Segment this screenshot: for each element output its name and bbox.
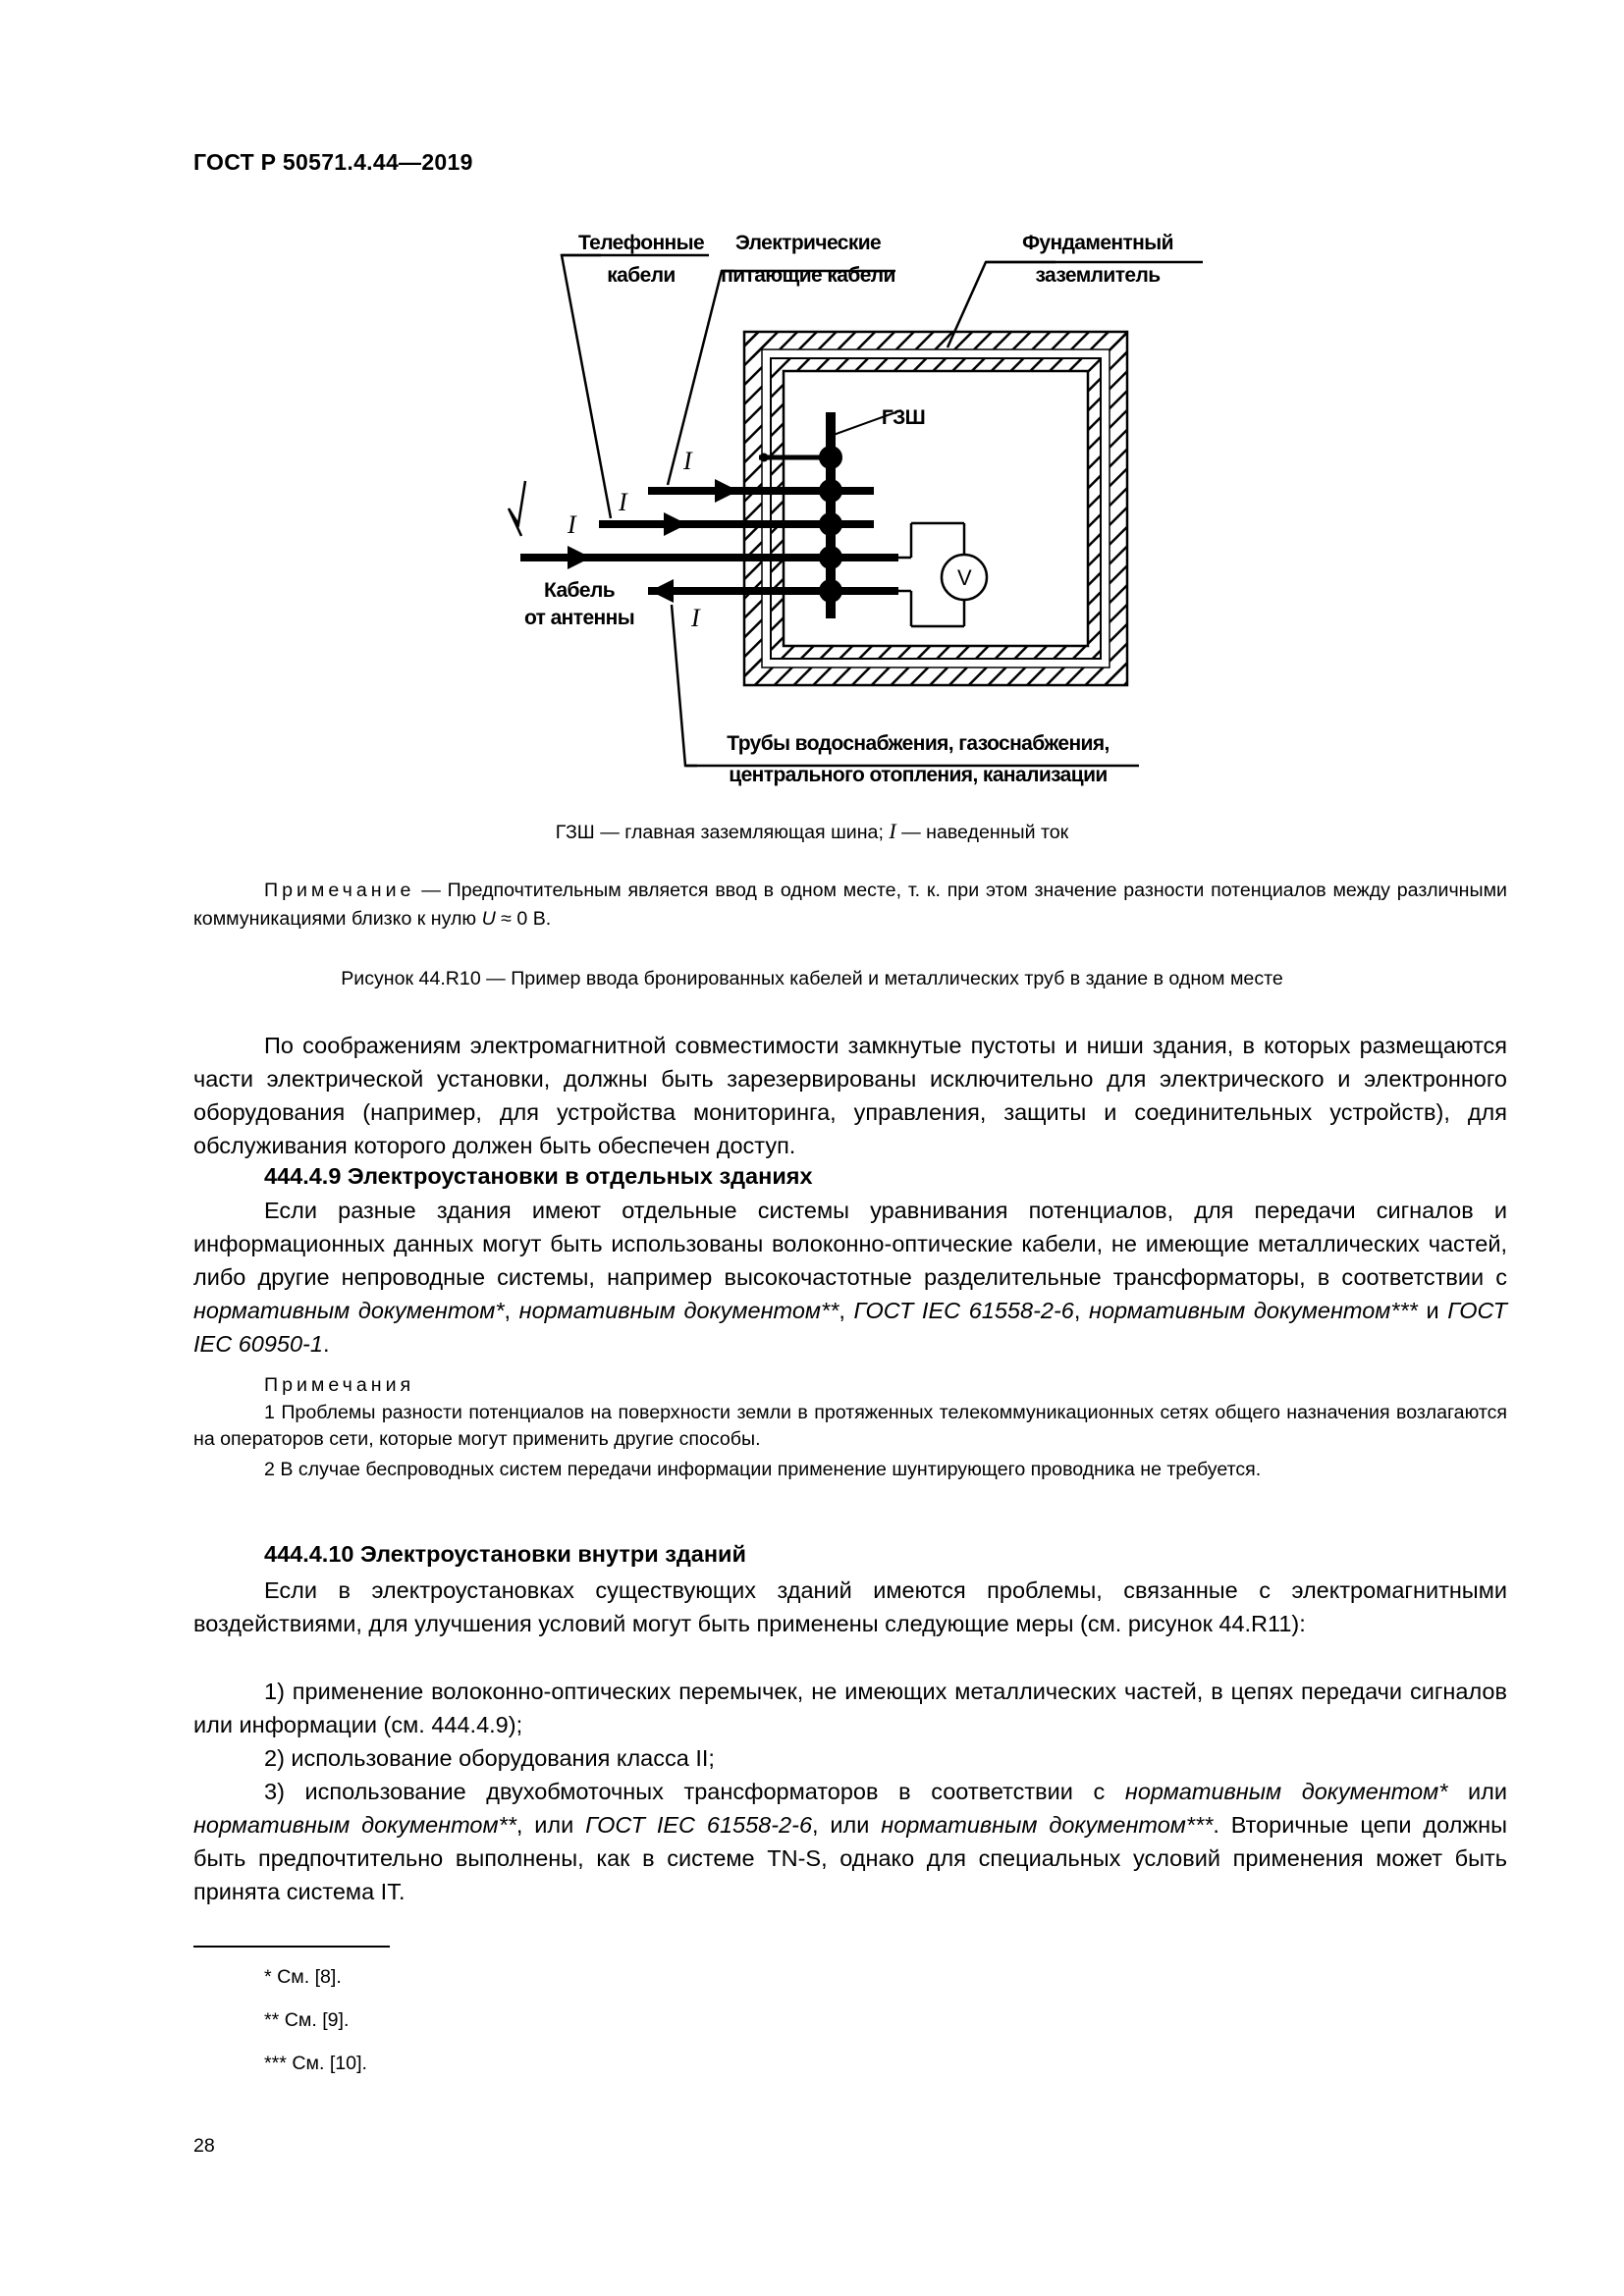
notes-label: Примечания [264, 1374, 415, 1396]
section-heading-444-4-10: 444.4.10 Электроустановки внутри зданий [264, 1541, 746, 1567]
figure-note: Примечание — Предпочтительным является ввод в одном месте, т. к. при этом значение разности потенциалов между различными коммуникациями близко к нулю U ≈ 0 В. [193, 880, 1507, 930]
note-1: 1 Проблемы разности потенциалов на поверхности земли в протяженных телекоммуникационных сетях общего назначения возлагаются на операторов сети, которые могут применить другие способы. [193, 1402, 1507, 1450]
lightning-icon [509, 481, 525, 536]
label-pipes-1: Трубы водоснабжения, газоснабжения, [727, 732, 1110, 755]
label-pipes-2: центрального отопления, канализации [729, 764, 1108, 786]
current-label-1: I [683, 447, 692, 475]
label-gzsh: ГЗШ [881, 406, 926, 429]
document-header: ГОСТ Р 50571.4.44—2019 [193, 149, 473, 175]
label-foundation-1: Фундаментный [1022, 232, 1173, 254]
list-item-1: 1) применение волоконно-оптических перемычек, не имеющих металлических частей, в цепях передачи сигналов или информации (см. 444.4.9); [193, 1679, 1507, 1737]
note-2: 2 В случае беспроводных систем передачи информации применение шунтирующего проводника не требуется. [264, 1459, 1262, 1480]
paragraph-emc: По соображениям электромагнитной совместимости замкнутые пустоты и ниши здания, в которых размещаются части электрической установки, должны быть зарезервированы исключительно для электрического и электронного оборудования (например, для устройства мониторинга, управления, защиты и соединительных устройств), для обслуживания которого должен быть обеспечен доступ. [193, 1033, 1507, 1158]
page-number: 28 [193, 2135, 215, 2157]
figure-legend: ГЗШ — главная заземляющая шина; I — наведенный ток [555, 819, 1069, 843]
current-label-4: I [691, 604, 700, 632]
section-heading-444-4-9: 444.4.9 Электроустановки в отдельных зданиях [264, 1163, 813, 1189]
voltmeter-label: V [956, 565, 972, 590]
label-telephone-2: кабели [607, 264, 676, 287]
label-foundation-2: заземлитель [1035, 264, 1161, 287]
foundation-wall [744, 332, 1127, 685]
footnote-2: ** См. [9]. [264, 2009, 350, 2031]
list-item-2: 2) использование оборудования класса II; [264, 1745, 715, 1771]
label-power-2: питающие кабели [721, 264, 895, 287]
label-power-1: Электрические [734, 232, 882, 254]
current-label-2: I [568, 510, 576, 539]
figure-caption: Рисунок 44.R10 — Пример ввода бронированных кабелей и металлических труб в здание в одном месте [341, 968, 1283, 989]
footnote-rule [193, 1946, 390, 1948]
section-444-4-10-intro: Если в электроустановках существующих зданий имеются проблемы, связанные с электромагнитными воздействиями, для улучшения условий могут быть применены следующие меры (см. рисунок 44.R11): [193, 1577, 1507, 1636]
label-telephone-1: Телефонные [577, 232, 705, 254]
list-item-3: 3) использование двухобмоточных трансформаторов в соответствии с нормативным документом* или нормативным документом**, или ГОСТ IEC 61558-2-6, или нормативным документом***. Вторичные цепи должны быть предпочтительно выполнены, как в системе TN-S, однако для специальных условий применения может быть принята система IT. [193, 1779, 1507, 1904]
footnote-1: * См. [8]. [264, 1966, 342, 1988]
label-antenna-2: от антенны [523, 607, 635, 629]
section-444-4-9-text: Если разные здания имеют отдельные системы уравнивания потенциалов, для передачи сигналов и информационных данных могут быть использованы волоконно-оптические кабели, не имеющие металлических частей, либо другие непроводные системы, например высокочастотные разделительные трансформаторы, в соответствии с нормативным документом*, нормативным документом**, ГОСТ IEC 61558-2-6, нормативным документом*** и ГОСТ IEC 60950-1. [193, 1198, 1508, 1357]
figure-44-r10 [0, 0, 1624, 805]
footnote-3: *** См. [10]. [264, 2053, 367, 2074]
current-label-3: I [619, 488, 627, 516]
label-antenna-1: Кабель [543, 579, 616, 602]
